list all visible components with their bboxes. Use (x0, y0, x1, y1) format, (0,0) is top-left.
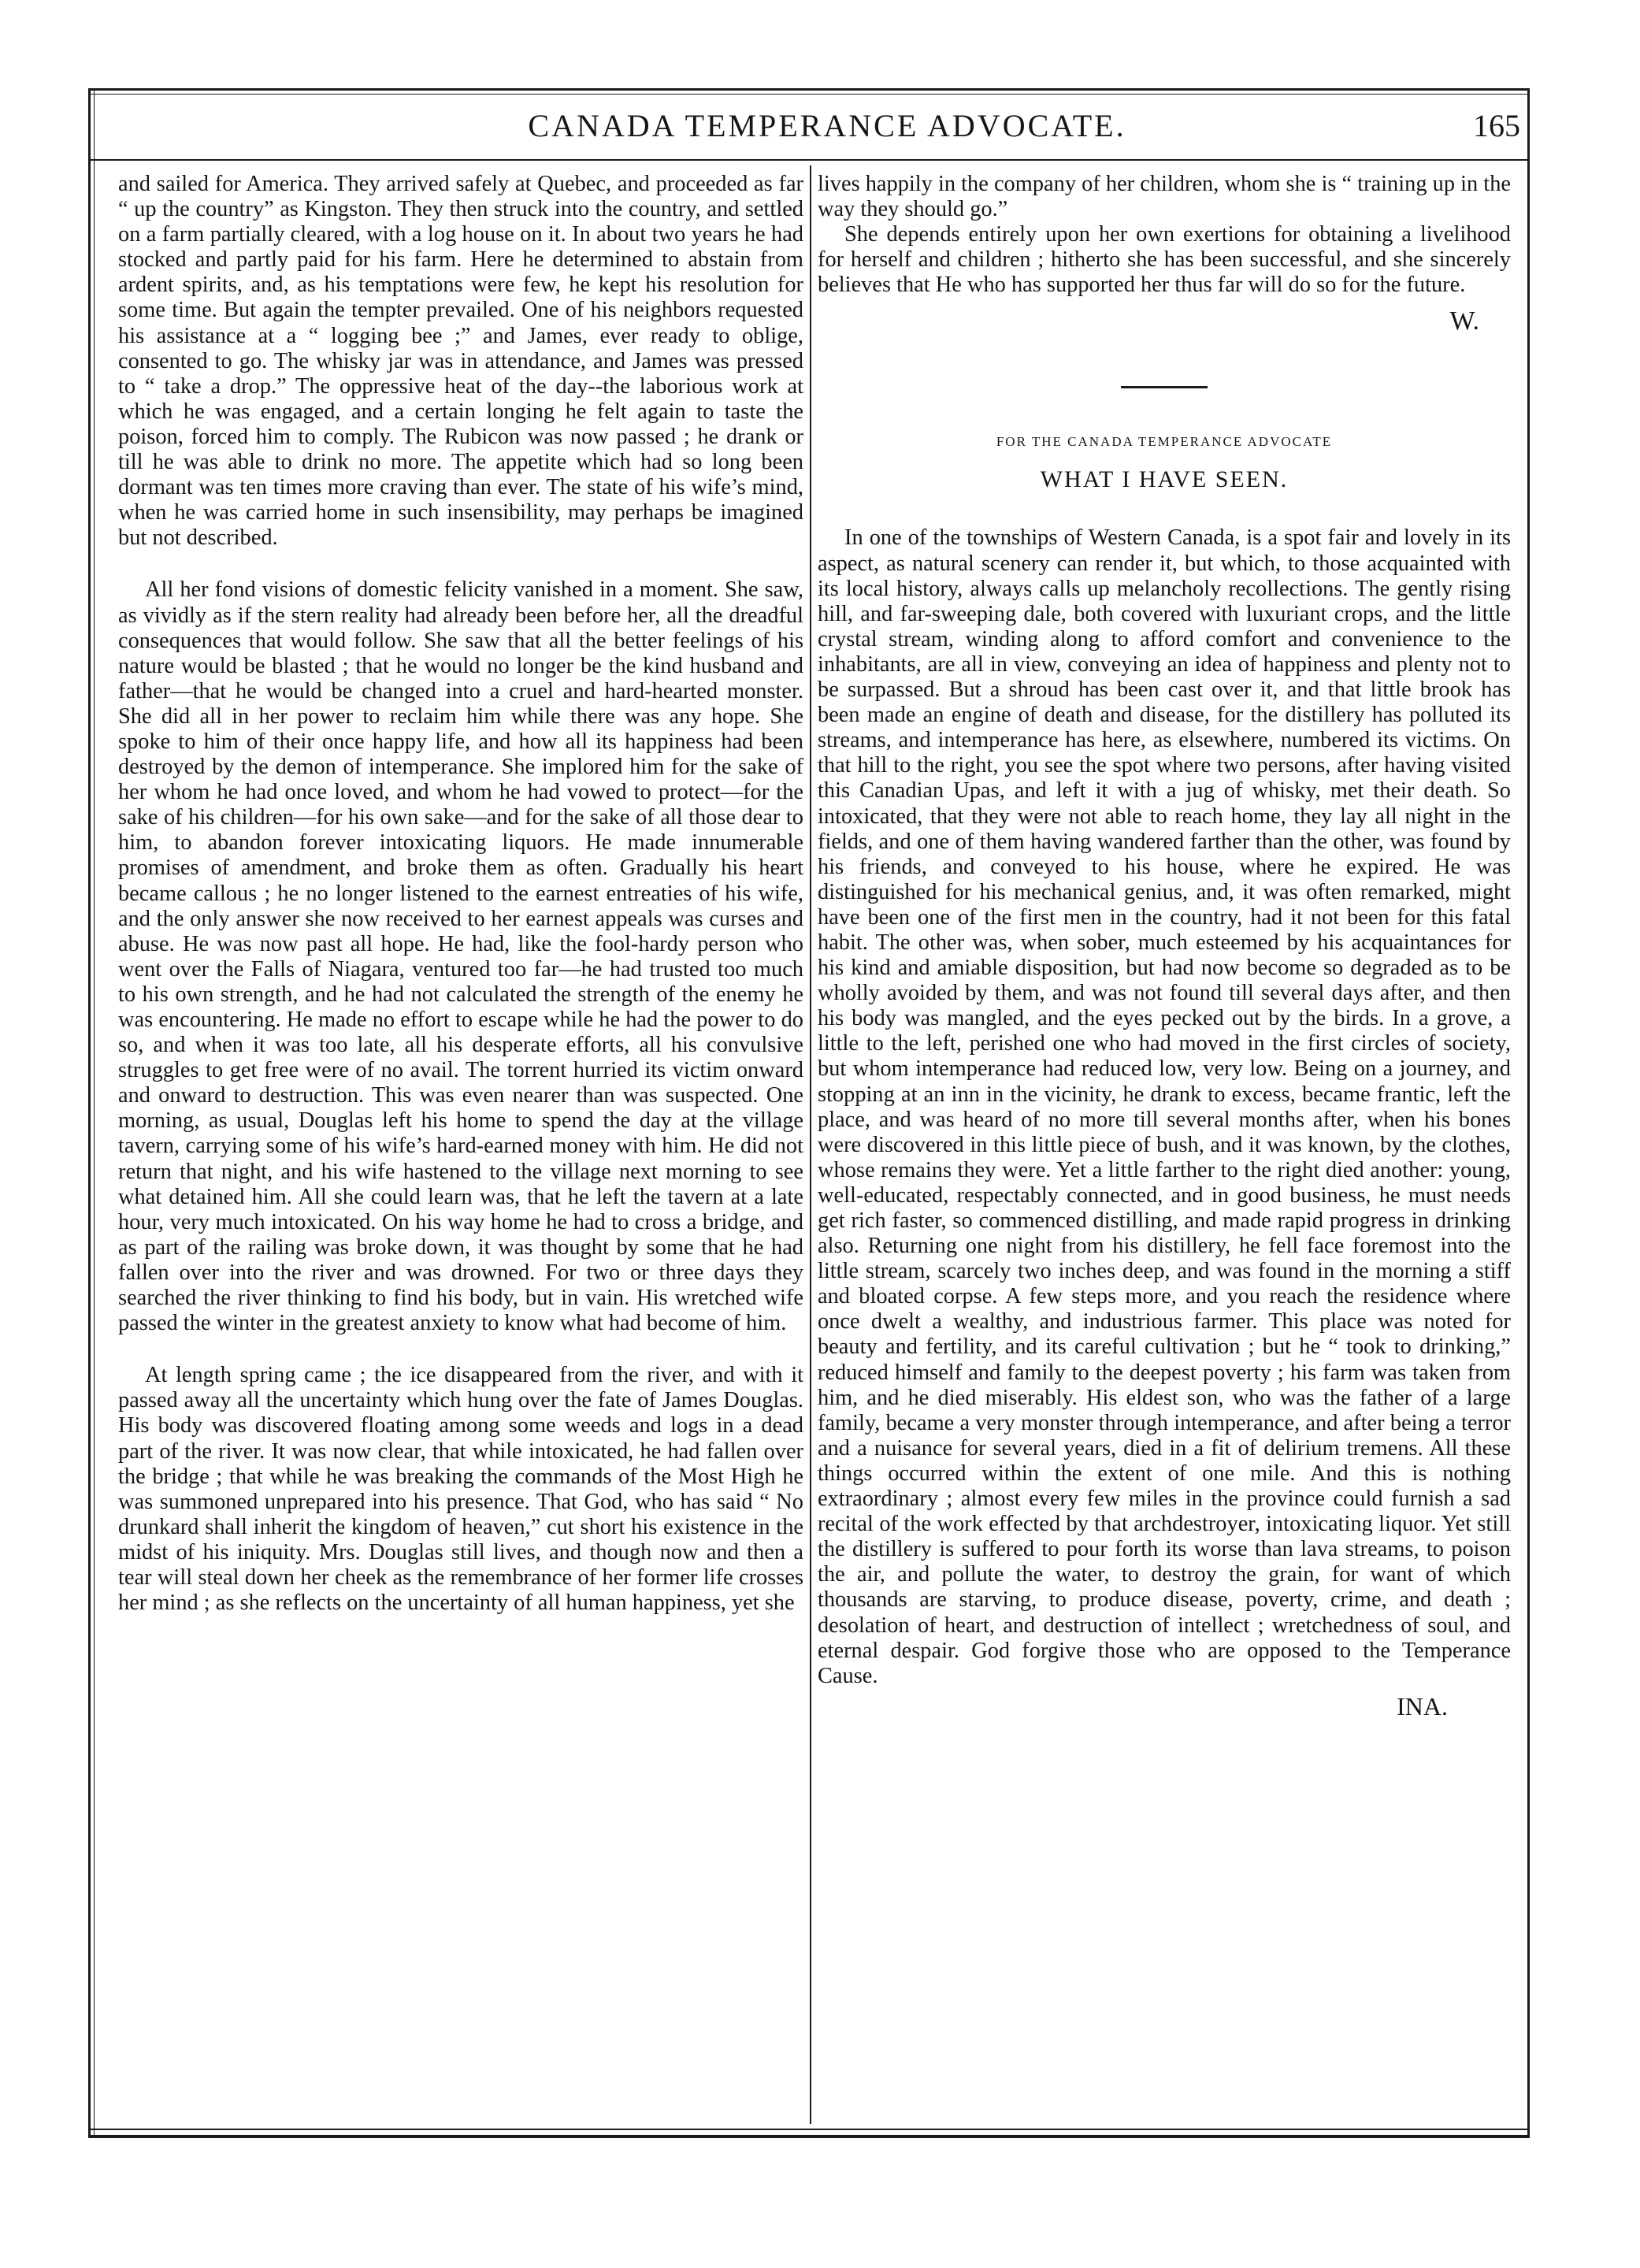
bottom-border-rule-outer (88, 2135, 1530, 2138)
article-kicker: FOR THE CANADA TEMPERANCE ADVOCATE (996, 434, 1333, 450)
author-signature-w: W. (1449, 306, 1479, 336)
top-border-rule-inner (88, 94, 1530, 95)
article-title: WHAT I HAVE SEEN. (1040, 466, 1289, 493)
story-paragraph: All her fond visions of domestic felicity vanished in a moment. She saw, as vividly as if the stern reality had already been before her, all the dreadful consequences that would follow. She saw that all the better feelings of his nature would be blasted ; that he would no longer be the kind husband and father—that he would be changed into a cruel and hard-hearted monster. She did all in her power to reclaim him while there was any hope. She spoke to him of their once happy life, and how all its happiness had been destroyed by the demon of intemperance. She implored him for the sake of her whom he had once loved, and whom he had vowed to protect—for the sake of his children—for his own sake—and for the sake of all those dear to him, to abandon forever intoxicating liquors. He made innumerable promises of amendment, and broke them as often. Gradually his heart became callous ; he no longer listened to the earnest entreaties of his wife, and the only answer she now received to her earnest appeals was curses and abuse. He was now past all hope. He had, like the fool-hardy person who went over the Falls of Niagara, ventured too far—he had trusted too much to his own strength, and he had not calculated the strength of the enemy he was encountering. He made no effort to escape while he had the power to do so, and when it was too late, all his desperate efforts, all his convulsive struggles to get free were of no avail. The torrent hurried its victim onward and onward to destruction. This was even nearer than was suspected. One morning, as usual, Douglas left his home to spend the day at the village tavern, carrying some of his wife’s hard-earned money with him. He did not return that night, and his wife hastened to the village next morning to see what detained him. All she could learn was, that he left the tavern at a late hour, very much intoxicated. On his way home he had to cross a bridge, and as part of the railing was broke down, it was thought by some that he had fallen over into the river and was drowned. For two or three days they searched the river thinking to find his body, but in vain. His wretched wife passed the winter in the greatest anxiety to know what had become of him. (118, 577, 803, 1336)
story-continuation: lives happily in the company of her children, whom she is “ training up in the way they should go.” (818, 172, 1511, 222)
story-paragraph: and sailed for America. They arrived safely at Quebec, and proceeded as far “ up the country” as Kingston. They then struck into the country, and settled on a farm partially cleared, with a log house on it. In about two years he had stocked and partly paid for his farm. Here he determined to abstain from ardent spirits, and, as his temptations were few, he kept his resolution for some time. But again the tempter prevailed. One of his neighbors requested his assistance at a “ logging bee ;” and James, ever ready to oblige, consented to go. The whisky jar was in attendance, and James was pressed to “ take a drop.” The oppressive heat of the day--the laborious work at which he was engaged, and a certain longing he felt again to taste the poison, forced him to comply. The Rubicon was now passed ; he drank or till he was able to drink no more. The appetite which had so long been dormant was ten times more craving than ever. The state of his wife’s mind, when he was carried home in such insensibility, may perhaps be imagined but not described. (118, 172, 803, 551)
author-signature-ina: INA. (1397, 1691, 1448, 1720)
column-divider-rule (810, 165, 811, 2124)
section-divider (1121, 386, 1208, 388)
left-column (118, 172, 803, 2094)
top-border-rule (88, 88, 1530, 91)
right-border-rule (1527, 88, 1530, 2138)
page-number: 165 (1473, 108, 1520, 143)
left-border-rule (88, 88, 91, 2138)
bottom-border-rule (88, 2129, 1530, 2130)
masthead-title: CANADA TEMPERANCE ADVOCATE. (528, 108, 1126, 143)
story-paragraph: At length spring came ; the ice disappeared from the river, and with it passed away all the uncertainty which hung over the fate of James Douglas. His body was discovered floating among some weeds and logs in a dead part of the river. It was now clear, that while intoxicated, he had fallen over the bridge ; that while he was breaking the commands of the Most High he was summoned unprepared into his presence. That God, who has said “ No drunkard shall inherit the kingdom of heaven,” cut short his existence in the midst of his iniquity. Mrs. Douglas still lives, and though now and then a tear will steal down her cheek as the remembrance of her former life crosses her mind ; as she reflects on the uncertainty of all human happiness, yet she (118, 1363, 803, 1616)
header-underline-rule (88, 159, 1530, 161)
left-border-rule-inner (94, 88, 95, 2138)
story-continuation: She depends entirely upon her own exertions for obtaining a livelihood for herself and children ; hitherto she has been successful, and she sincerely believes that He who has supported her thus far will do so for the future. (818, 222, 1511, 298)
right-column (818, 172, 1511, 2094)
article-paragraph: In one of the townships of Western Canada, is a spot fair and lovely in its aspect, as natural scenery can render it, but which, to those acquainted with its local history, always calls up melancholy recollections. The gently rising hill, and far-sweeping dale, both covered with luxuriant crops, and the little crystal stream, winding along to afford comfort and convenience to the inhabitants, are all in view, conveying an idea of happiness and plenty not to be surpassed. But a shroud has been cast over it, and that little brook has been made an engine of death and disease, for the distillery has polluted its streams, and intemperance has here, as elsewhere, numbered its victims. On that hill to the right, you see the spot where two persons, after having visited this Canadian Upas, and left it with a jug of whisky, met their death. So intoxicated, that they were not able to reach home, they lay all night in the fields, and one of them having wandered farther than the other, was found by his friends, and conveyed to his house, where he expired. He was distinguished for his mechanical genius, and, it was often remarked, might have been one of the first men in the country, had it not been for this fatal habit. The other was, when sober, much esteemed by his acquaintances for his kind and amiable disposition, but had now become so degraded as to be wholly avoided by them, and was not found till several days after, and then his body was mangled, and the eyes pecked out by the birds. In a grove, a little to the left, perished one who had moved in the first circles of society, but whom intemperance had reduced low, very low. Being on a journey, and stopping at an inn in the vicinity, he drank to excess, became frantic, left the place, and was heard of no more till several months after, when his bones were discovered in this little piece of bush, and it was known, by the clothes, whose remains they were. Yet a little farther to the right died another: young, well-educated, respectably connected, and in good business, he must needs get rich faster, so commenced distilling, and made rapid progress in drinking also. Returning one night from his distillery, he fell face foremost into the little stream, scarcely two inches deep, and was found in the morning a stiff and bloated corpse. A few steps more, and you reach the residence where once dwelt a wealthy, and industrious farmer. This place was noted for beauty and fertility, and its careful cultivation ; but he “ took to drinking,” reduced himself and family to the deepest poverty ; his farm was taken from him, and he died miserably. His eldest son, who was the father of a large family, became a very monster through intemperance, and after being a terror and a nuisance for several years, died in a fit of delirium tremens. All these things occurred within the extent of one mile. And this is nothing extraordinary ; almost every few miles in the province could furnish a sad recital of the work effected by that archdestroyer, intoxicating liquor. Yet still the distillery is suffered to pour forth its worse than lava streams, to poison the air, and pollute the water, to destroy the grain, for want of which thousands are starving, to produce disease, poverty, crime, and death ; desolation of heart, and destruction of intellect ; wretchedness of soul, and eternal despair. God forgive those who are opposed to the Temperance Cause. (818, 525, 1511, 1688)
